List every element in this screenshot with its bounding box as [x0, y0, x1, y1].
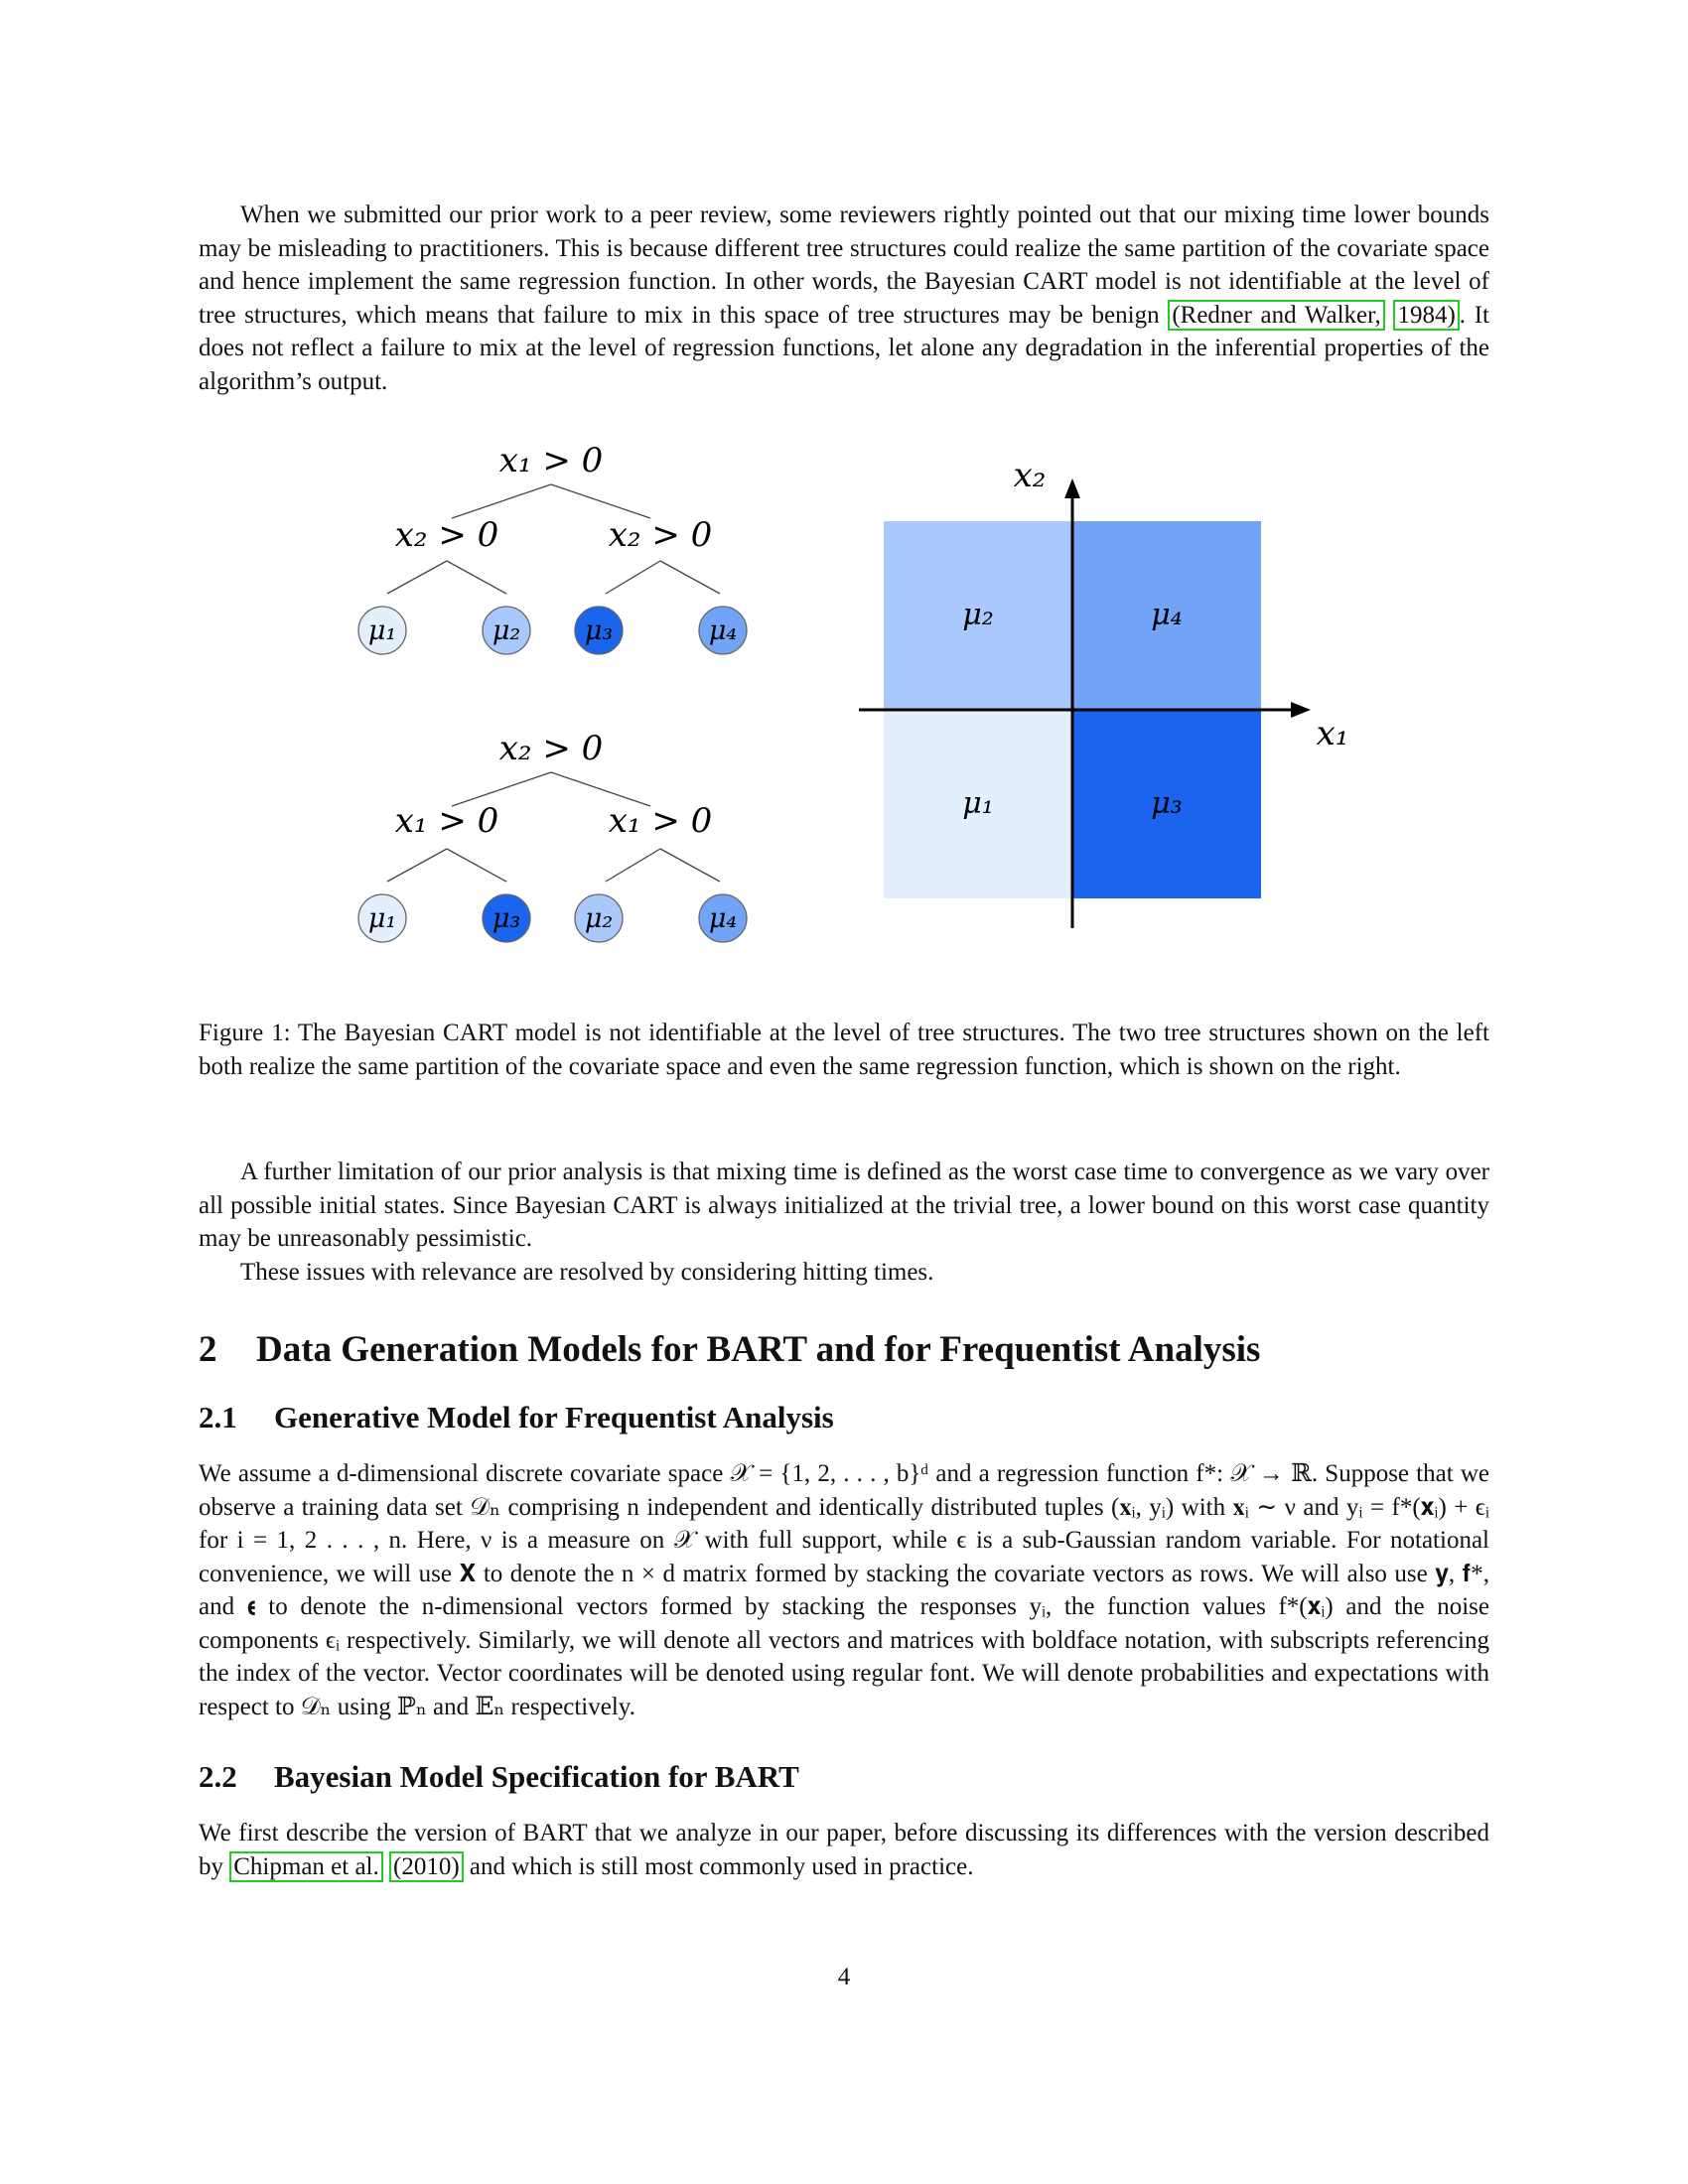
tree2-root-label: x₂ > 0 [498, 729, 604, 768]
relevance-text: These issues with relevance are resolved by considering hitting times. [240, 1258, 934, 1286]
section-2-title: Data Generation Models for BART and for Frequentist Analysis [256, 1329, 1261, 1370]
section-2-number: 2 [199, 1329, 217, 1370]
limitation-text: A further limitation of our prior analysis is that mixing time is defined as the worst case time to convergence as we vary over all possible initial states. Since Bayesian CART is always initialized at the trivial tree, a lower bound on this worst case quantity may be unreasonably pessimistic. [199, 1159, 1489, 1252]
partition-plot [859, 456, 1348, 928]
tree-2 [358, 729, 747, 942]
section-2-1-heading [199, 1400, 834, 1435]
section-2-1-title: Generative Model for Frequentist Analysis [274, 1400, 834, 1434]
figure-caption-text: Figure 1: The Bayesian CART model is not identifiable at the level of tree structures. The two tree structures shown on the left both realize the same partition of the covariate space and even the same regression function, which is shown on the right. [199, 1020, 1489, 1080]
bart-spec-text-1: We first describe the version of BART that we analyze in our paper, before discussing its differences with the version described by [199, 1820, 1489, 1880]
citation-year-1984[interactable]: 1984) [1393, 300, 1459, 331]
limitation-paragraph [199, 1156, 1489, 1289]
figure-caption [199, 1017, 1489, 1083]
tree1-root-label: x₁ > 0 [498, 441, 604, 480]
intro-text-1: When we submitted our prior work to a peer review, some reviewers rightly pointed out that our mixing time lower bounds may be misleading to practitioners. This is because different tree structures could realize the same partition of the covariate space and hence implement the same regression function. In other words, the Bayesian CART model is not identifiable at the level of tree structures, which means that failure to mix in this space of tree structures may be benign [199, 202, 1489, 329]
tree2-right-label: x₁ > 0 [608, 801, 713, 841]
tree1-leaf-mu1 [358, 607, 406, 654]
citation-year-2010[interactable]: (2010) [389, 1851, 464, 1882]
bart-spec-paragraph [199, 1817, 1489, 1883]
cell-label-mu1: μ₁ [962, 786, 994, 821]
svg-text:μ₂: μ₂ [492, 615, 521, 646]
x1-arrowhead [1291, 702, 1311, 718]
tree2-leaf-mu2 [575, 894, 623, 942]
tree1-right-label: x₂ > 0 [608, 515, 713, 555]
tree2-leaf-mu3 [483, 894, 530, 942]
cell-label-mu3: μ₃ [1151, 786, 1183, 821]
section-2-2-heading [199, 1759, 799, 1795]
tree1-leaf-mu3 [575, 607, 623, 654]
intro-text-2: . It does not reflect a failure to mix at the level of regression functions, let alone any degradation in the inferential properties of the algorithm’s output. [199, 301, 1490, 395]
figure-1 [199, 427, 1489, 1003]
section-2-heading [199, 1328, 1260, 1371]
svg-text:μ₃: μ₃ [584, 615, 614, 646]
section-2-2-title: Bayesian Model Specification for BART [274, 1759, 799, 1794]
generative-model-paragraph [199, 1457, 1489, 1723]
svg-text:μ₁: μ₁ [367, 903, 397, 934]
tree2-leaf-mu1 [358, 894, 406, 942]
tree1-leaf-mu2 [483, 607, 530, 654]
svg-text:μ₃: μ₃ [492, 903, 521, 934]
citation-chipman[interactable]: Chipman et al. [229, 1851, 383, 1882]
bart-spec-text-2: and which is still most commonly used in practice. [463, 1852, 974, 1880]
intro-paragraph [199, 199, 1489, 398]
tree2-left-label: x₁ > 0 [394, 801, 499, 841]
svg-text:μ₂: μ₂ [584, 903, 614, 934]
tree2-leaf-mu4 [699, 894, 747, 942]
cell-label-mu4: μ₄ [1151, 598, 1183, 632]
section-2-1-number: 2.1 [199, 1400, 237, 1434]
citation-redner-walker[interactable]: (Redner and Walker, [1168, 300, 1384, 331]
section-2-2-number: 2.2 [199, 1759, 237, 1794]
tree1-left-label: x₂ > 0 [394, 515, 499, 555]
svg-text:μ₁: μ₁ [367, 615, 397, 646]
tree1-leaf-mu4 [699, 607, 747, 654]
cell-label-mu2: μ₂ [962, 598, 994, 632]
x1-axis-label: x₁ [1316, 714, 1349, 753]
svg-text:μ₄: μ₄ [708, 903, 738, 934]
x2-axis-label: x₂ [1013, 456, 1047, 495]
tree-1 [358, 441, 747, 654]
svg-text:μ₄: μ₄ [708, 615, 738, 646]
x2-arrowhead [1064, 478, 1080, 498]
generative-model-text: We assume a d-dimensional discrete covariate space 𝒳 = {1, 2, . . . , b}ᵈ and a regression function f*: 𝒳 → ℝ. Suppose that we observe a training data set 𝒟ₙ comprising n independent and identically distributed tuples (𝐱ᵢ, yᵢ) with 𝐱ᵢ ∼ ν and yᵢ = f*(𝐱ᵢ) + ϵᵢ for i = 1, 2 . . . , n. Here, ν is a measure on 𝒳 with full support, while ϵ is a sub-Gaussian random variable. For notational convenience, we will use 𝐗 to denote the n × d matrix formed by stacking the covariate vectors as rows. We will also use 𝐲, 𝐟*, and 𝛜 to denote the n-dimensional vectors formed by stacking the responses yᵢ, the function values f*(𝐱ᵢ) and the noise components ϵᵢ respectively. Similarly, we will denote all vectors and matrices with boldface notation, with subscripts referencing the index of the vector. Vector coordinates will be denoted using regular font. We will denote probabilities and expectations with respect to 𝒟ₙ using ℙₙ and 𝔼ₙ respectively. [199, 1460, 1489, 1720]
page-number: 4 [837, 1964, 851, 1990]
